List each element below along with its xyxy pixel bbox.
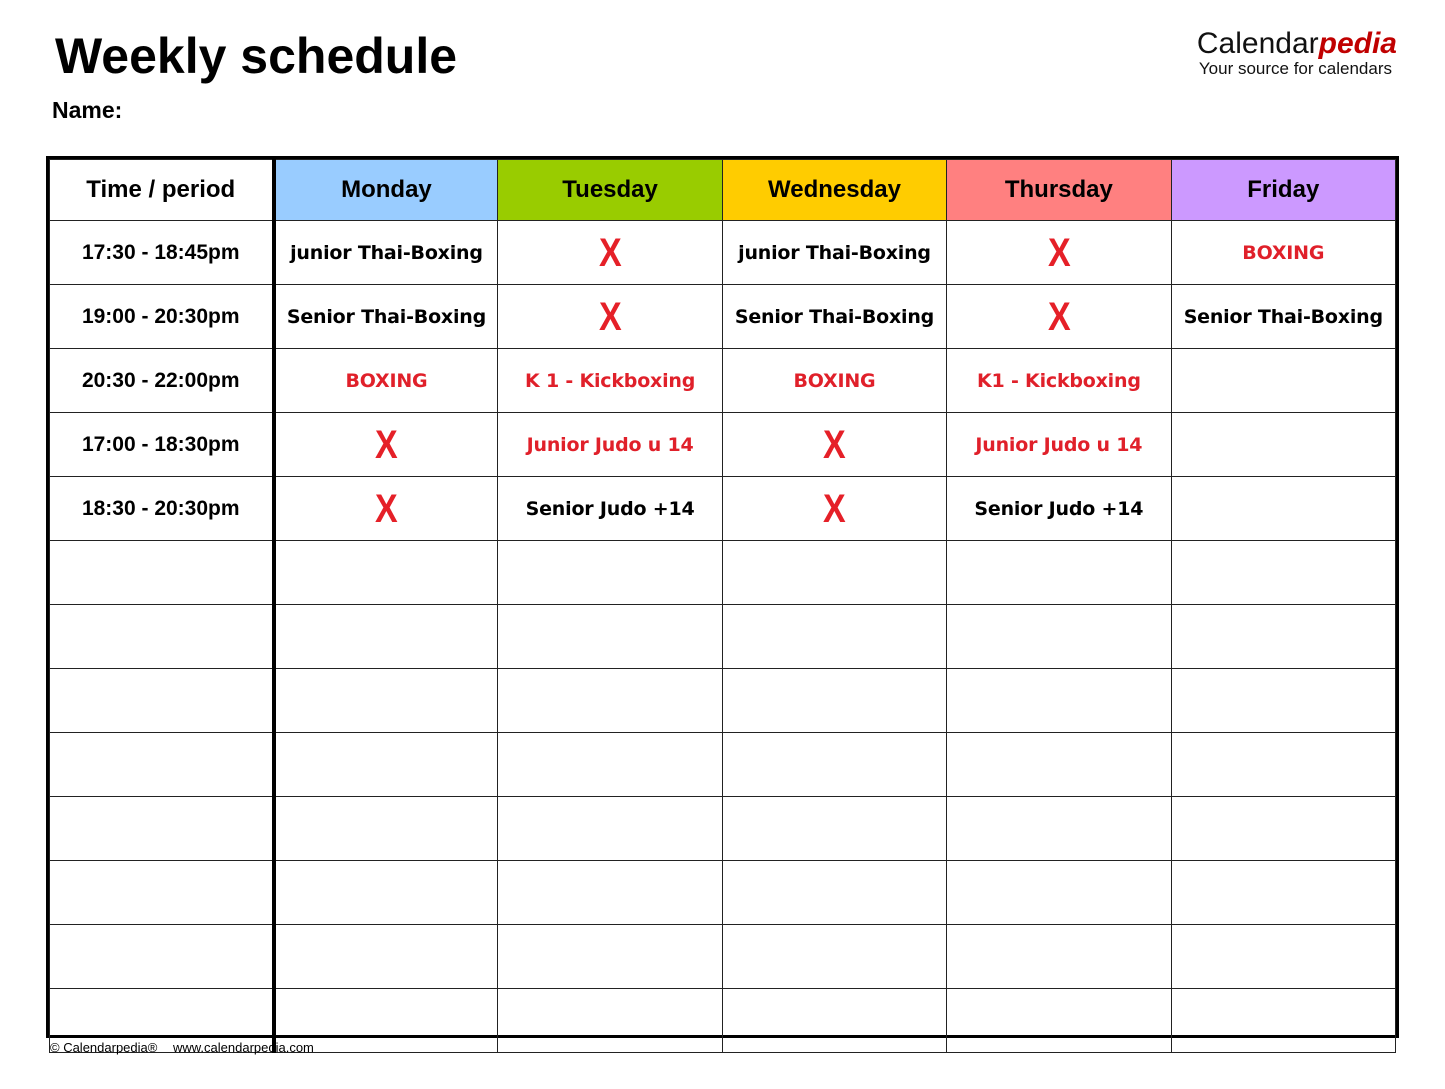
schedule-cell-friday[interactable] [1171, 989, 1395, 1053]
time-cell[interactable] [50, 861, 274, 925]
column-header-thursday: Thursday [947, 160, 1171, 221]
time-cell[interactable] [50, 541, 274, 605]
schedule-cell-monday[interactable] [274, 797, 498, 861]
schedule-cell-wednesday[interactable] [722, 541, 946, 605]
time-cell[interactable]: 17:30 - 18:45pm [50, 221, 274, 285]
activity-label: Junior Judo u 14 [975, 433, 1143, 456]
table-row [50, 861, 1396, 925]
schedule-cell-friday[interactable] [1171, 669, 1395, 733]
website-link[interactable]: www.calendarpedia.com [172, 1040, 314, 1055]
cross-mark-icon: X [598, 294, 622, 339]
schedule-cell-thursday[interactable] [947, 477, 1171, 541]
cross-mark-icon: X [1047, 230, 1071, 275]
activity-label: Junior Judo u 14 [526, 433, 694, 456]
activity-label: Senior Thai-Boxing [286, 305, 487, 328]
schedule-cell-friday[interactable] [1171, 477, 1395, 541]
cross-mark-icon: X [1047, 294, 1071, 339]
table-row [50, 541, 1396, 605]
schedule-cell-tuesday[interactable] [498, 861, 722, 925]
activity-label: junior Thai-Boxing [738, 241, 931, 264]
table-row [50, 477, 1396, 541]
schedule-cell-friday[interactable] [1171, 605, 1395, 669]
activity-label: junior Thai-Boxing [290, 241, 483, 264]
schedule-cell-friday[interactable] [1171, 733, 1395, 797]
time-cell[interactable] [50, 797, 274, 861]
schedule-cell-thursday[interactable] [947, 349, 1171, 413]
schedule-cell-tuesday[interactable] [498, 605, 722, 669]
schedule-cell-monday[interactable] [274, 477, 498, 541]
schedule-cell-tuesday[interactable] [498, 797, 722, 861]
cross-mark-icon: X [375, 486, 398, 531]
schedule-cell-thursday[interactable] [947, 733, 1171, 797]
schedule-cell-wednesday[interactable] [722, 989, 946, 1053]
schedule-cell-friday[interactable] [1171, 925, 1395, 989]
schedule-cell-monday[interactable] [274, 285, 498, 349]
time-cell[interactable]: 20:30 - 22:00pm [50, 349, 274, 413]
schedule-cell-thursday[interactable] [947, 285, 1171, 349]
schedule-cell-friday[interactable] [1171, 541, 1395, 605]
schedule-cell-wednesday[interactable] [722, 413, 946, 477]
cross-mark-icon: X [823, 422, 846, 467]
cross-mark-icon: X [823, 486, 846, 531]
activity-label: Senior Thai-Boxing [734, 305, 935, 328]
activity-label: Senior Thai-Boxing [1183, 305, 1383, 328]
schedule-cell-tuesday[interactable] [498, 989, 722, 1053]
schedule-cell-wednesday[interactable] [722, 477, 946, 541]
schedule-cell-tuesday[interactable] [498, 669, 722, 733]
column-header-monday: Monday [274, 160, 498, 221]
name-label: Name: [52, 97, 123, 123]
activity-label: K 1 - Kickboxing [525, 369, 696, 392]
time-cell[interactable]: 17:00 - 18:30pm [50, 413, 274, 477]
header-row [50, 160, 1396, 221]
schedule-cell-tuesday[interactable] [498, 541, 722, 605]
schedule-cell-wednesday[interactable] [722, 605, 946, 669]
activity-label: K1 - Kickboxing [976, 369, 1141, 392]
schedule-cell-monday[interactable] [274, 861, 498, 925]
schedule-cell-wednesday[interactable] [722, 349, 946, 413]
table-row [50, 669, 1396, 733]
brand-name [1197, 28, 1397, 60]
schedule-cell-thursday[interactable] [947, 925, 1171, 989]
schedule-cell-wednesday[interactable] [722, 221, 946, 285]
schedule-cell-tuesday[interactable] [498, 349, 722, 413]
schedule-cell-monday[interactable] [274, 413, 498, 477]
table-row [50, 605, 1396, 669]
table-row [50, 221, 1396, 285]
activity-label: Senior Judo +14 [525, 497, 695, 520]
time-cell[interactable] [50, 925, 274, 989]
table-row [50, 797, 1396, 861]
schedule-cell-thursday[interactable] [947, 413, 1171, 477]
schedule-cell-wednesday[interactable] [722, 797, 946, 861]
table-row [50, 925, 1396, 989]
schedule-cell-thursday[interactable] [947, 669, 1171, 733]
column-header-tuesday: Tuesday [498, 160, 722, 221]
schedule-cell-monday[interactable] [274, 349, 498, 413]
activity-label: BOXING [345, 369, 428, 392]
schedule-cell-monday[interactable] [274, 605, 498, 669]
schedule-cell-tuesday[interactable] [498, 925, 722, 989]
schedule-cell-monday[interactable] [274, 669, 498, 733]
copyright-text: © Calendarpedia® [50, 1040, 158, 1055]
schedule-cell-tuesday[interactable] [498, 733, 722, 797]
schedule-cell-monday[interactable] [274, 925, 498, 989]
schedule-cell-tuesday[interactable] [498, 413, 722, 477]
schedule-cell-wednesday[interactable] [722, 861, 946, 925]
schedule-cell-tuesday[interactable] [498, 221, 722, 285]
schedule-cell-wednesday[interactable] [722, 285, 946, 349]
schedule-cell-thursday[interactable] [947, 221, 1171, 285]
schedule-cell-tuesday[interactable] [498, 285, 722, 349]
table-row [50, 349, 1396, 413]
schedule-cell-wednesday[interactable] [722, 669, 946, 733]
activity-label: Senior Judo +14 [974, 497, 1144, 520]
schedule-cell-friday[interactable] [1171, 797, 1395, 861]
time-cell[interactable]: 19:00 - 20:30pm [50, 285, 274, 349]
cross-mark-icon: X [598, 230, 622, 275]
schedule-table [49, 159, 1396, 1053]
schedule-cell-monday[interactable] [274, 221, 498, 285]
schedule-grid [46, 156, 1399, 1038]
brand-name-main: Calendar [1196, 27, 1319, 60]
cross-mark-icon: X [375, 422, 398, 467]
schedule-cell-tuesday[interactable] [498, 477, 722, 541]
schedule-cell-thursday[interactable] [947, 861, 1171, 925]
schedule-cell-friday[interactable] [1171, 349, 1395, 413]
brand-logo [1197, 28, 1397, 78]
schedule-cell-friday[interactable] [1171, 413, 1395, 477]
column-header-friday: Friday [1171, 160, 1395, 221]
column-header-wednesday: Wednesday [722, 160, 946, 221]
table-row [50, 733, 1396, 797]
brand-name-accent: pedia [1318, 27, 1397, 60]
schedule-cell-thursday[interactable] [947, 989, 1171, 1053]
table-row [50, 413, 1396, 477]
schedule-cell-friday[interactable] [1171, 861, 1395, 925]
time-cell[interactable]: 18:30 - 20:30pm [50, 477, 274, 541]
time-cell[interactable] [50, 669, 274, 733]
page-title: Weekly schedule [55, 28, 458, 84]
schedule-cell-thursday[interactable] [947, 541, 1171, 605]
schedule-cell-monday[interactable] [274, 733, 498, 797]
schedule-cell-wednesday[interactable] [722, 733, 946, 797]
schedule-cell-friday[interactable] [1171, 221, 1395, 285]
activity-label: BOXING [793, 369, 876, 392]
schedule-cell-thursday[interactable] [947, 605, 1171, 669]
activity-label: BOXING [1242, 241, 1325, 264]
footer [50, 1040, 314, 1055]
table-row [50, 285, 1396, 349]
schedule-cell-wednesday[interactable] [722, 925, 946, 989]
schedule-cell-monday[interactable] [274, 541, 498, 605]
schedule-cell-friday[interactable] [1171, 285, 1395, 349]
brand-tagline: Your source for calendars [1198, 59, 1392, 78]
column-header-time: Time / period [50, 160, 274, 221]
time-cell[interactable] [50, 605, 274, 669]
time-cell[interactable] [50, 733, 274, 797]
schedule-cell-thursday[interactable] [947, 797, 1171, 861]
